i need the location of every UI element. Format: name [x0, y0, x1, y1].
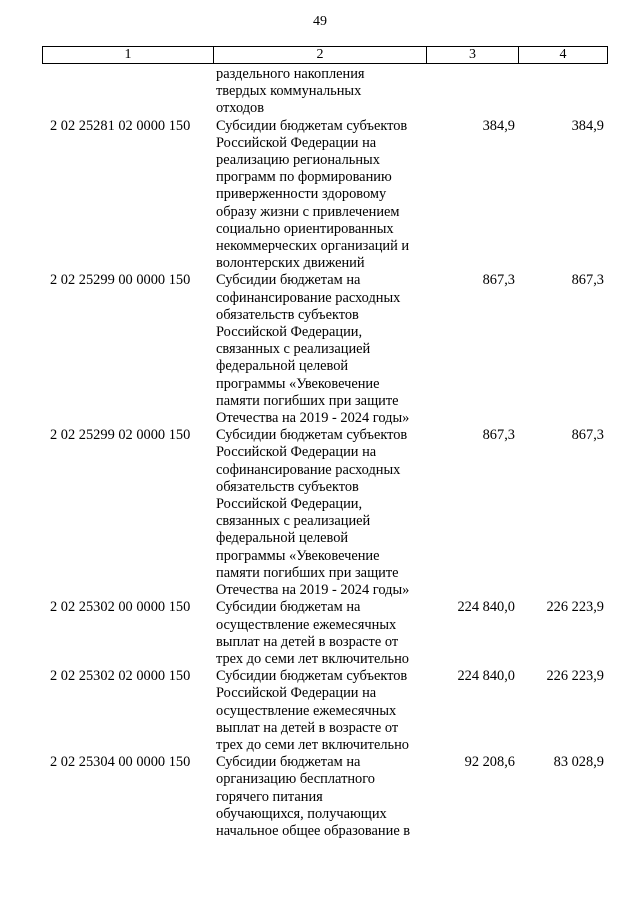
- header-col-4: 4: [518, 47, 607, 63]
- table-row: [42, 599, 608, 668]
- table-row: [42, 66, 608, 118]
- row-value-col3: 224 840,0: [457, 668, 515, 685]
- page-number: 49: [313, 14, 327, 29]
- row-code: [42, 66, 212, 118]
- row-name: Субсидии бюджетам на осуществление ежемесячных выплат на детей в возрасте от трех до семи лет включительно: [216, 599, 410, 667]
- row-value-col4: [517, 66, 608, 118]
- row-value-col4: 226 223,9: [546, 668, 604, 685]
- row-code: 2 02 25299 02 0000 150: [50, 427, 191, 444]
- table-row: [42, 118, 608, 273]
- row-value-col3: 92 208,6: [464, 754, 515, 771]
- row-name: Субсидии бюджетам субъектов Российской Федерации на осуществление ежемесячных выплат на детей в возрасте от трех до семи лет включительно: [216, 668, 410, 753]
- row-value-col3: 867,3: [482, 427, 515, 444]
- row-name: раздельного накопления твердых коммунальных отходов: [216, 66, 365, 117]
- row-value-col4: 83 028,9: [553, 754, 604, 771]
- row-value-col3: 224 840,0: [457, 599, 515, 616]
- row-value-col3: 384,9: [482, 117, 515, 134]
- row-name: Субсидии бюджетам субъектов Российской Федерации на реализацию региональных программ по формированию приверженности здоровому образу жизни с привлечением социально ориентированных некоммерческих организаций и волонтерских движений: [216, 117, 410, 272]
- row-value-col4: 226 223,9: [546, 599, 604, 616]
- row-code: 2 02 25281 02 0000 150: [50, 117, 191, 134]
- row-code: 2 02 25302 02 0000 150: [50, 668, 191, 685]
- row-name: Субсидии бюджетам на софинансирование расходных обязательств субъектов Российской Федерации, связанных с реализацией федеральной целевой программы «Увековечение памяти погибших при защите Отечества на 2019 - 2024 годы»: [216, 272, 410, 427]
- header-col-2: 2: [213, 47, 426, 63]
- table-row: [42, 427, 608, 599]
- row-code: 2 02 25302 00 0000 150: [50, 599, 191, 616]
- row-value-col4: 867,3: [571, 272, 604, 289]
- header-col-1: 1: [124, 47, 132, 62]
- table-body: [42, 66, 608, 840]
- row-code: 2 02 25299 00 0000 150: [50, 272, 191, 289]
- table-row: [42, 754, 608, 840]
- row-value-col4: 867,3: [571, 427, 604, 444]
- row-name: Субсидии бюджетам субъектов Российской Федерации на софинансирование расходных обязательств субъектов Российской Федерации, связанных с реализацией федеральной целевой программы «Увековечение памяти погибших при защите Отечества на 2019 - 2024 годы»: [216, 427, 410, 599]
- row-value-col3: 867,3: [482, 272, 515, 289]
- table-header: [42, 46, 608, 64]
- row-value-col4: 384,9: [571, 117, 604, 134]
- row-name: Субсидии бюджетам на организацию бесплатного горячего питания обучающихся, получающих начальное общее образование в: [216, 754, 411, 839]
- header-col-3: 3: [426, 47, 518, 63]
- row-code: 2 02 25304 00 0000 150: [50, 754, 191, 771]
- table-row: [42, 668, 608, 754]
- row-value-col3: [425, 66, 517, 118]
- table-row: [42, 272, 608, 427]
